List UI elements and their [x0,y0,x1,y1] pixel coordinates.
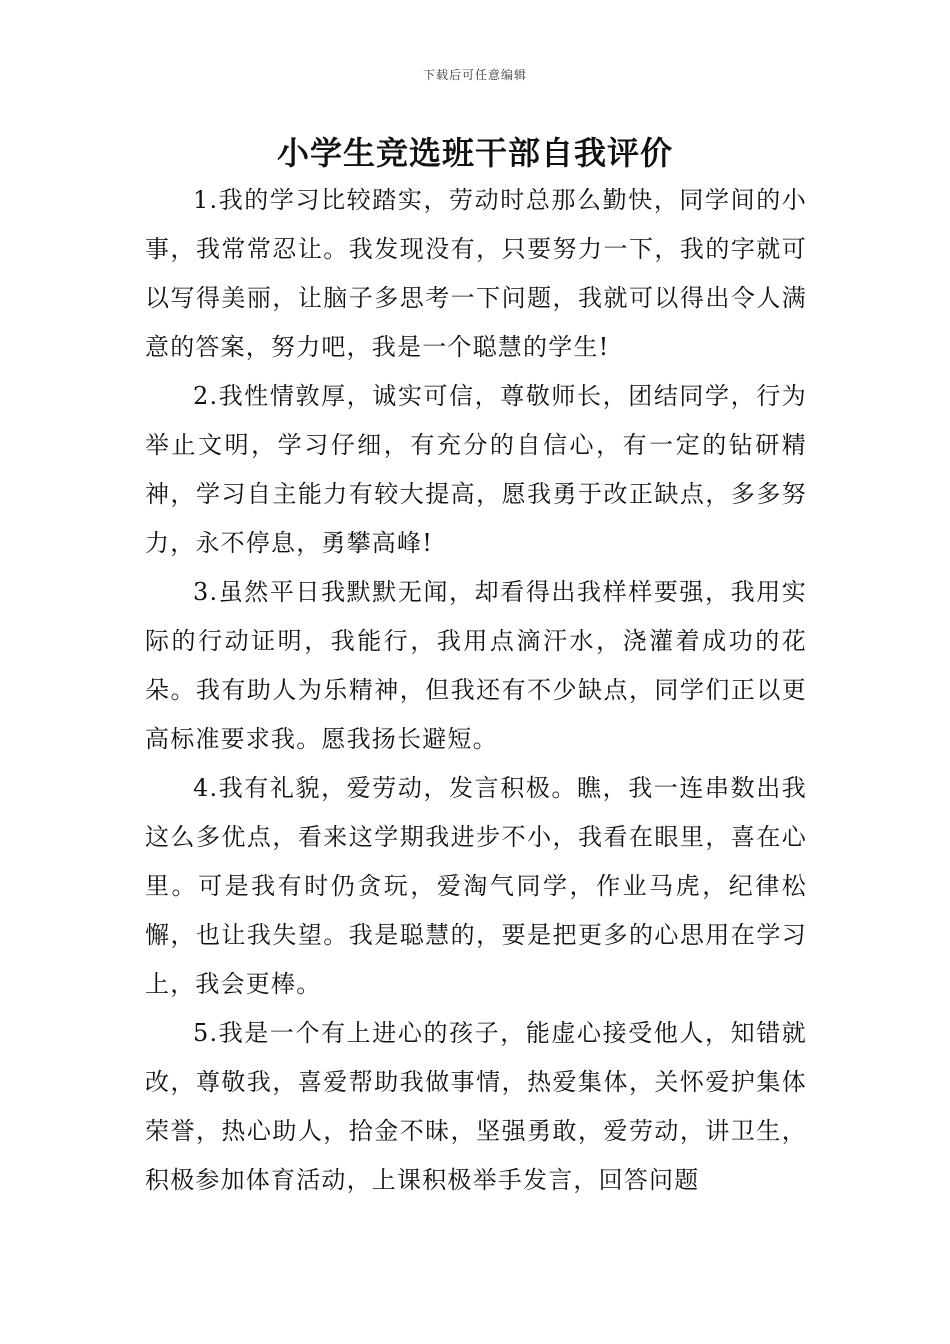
document-body [145,176,807,1205]
paragraph-3: 3.虽然平日我默默无闻，却看得出我样样要强，我用实际的行动证明，我能行，我用点滴汗水，浇灌着成功的花朵。我有助人为乐精神，但我还有不少缺点，同学们正以更高标准要求我。愿我扬长避短。 [145,578,807,753]
paragraph-2: 2.我性情敦厚，诚实可信，尊敬师长，团结同学，行为举止文明，学习仔细，有充分的自信心，有一定的钻研精神，学习自主能力有较大提高，愿我勇于改正缺点，多多努力，永不停息，勇攀高峰! [145,382,807,557]
paragraph-4: 4.我有礼貌，爱劳动，发言积极。瞧，我一连串数出我这么多优点，看来这学期我进步不小，我看在眼里，喜在心里。可是我有时仍贪玩，爱淘气同学，作业马虎，纪律松懈，也让我失望。我是聪慧的，要是把更多的心思用在学习上，我会更棒。 [145,774,807,998]
paragraph-1: 1.我的学习比较踏实，劳动时总那么勤快，同学间的小事，我常常忍让。我发现没有，只要努力一下，我的字就可以写得美丽，让脑子多思考一下问题，我就可以得出令人满意的答案，努力吧，我是一个聪慧的学生! [145,186,807,361]
document-title: 小学生竞选班干部自我评价 [276,134,673,172]
header-note: 下载后可任意编辑 [422,68,527,82]
paragraph-5: 5.我是一个有上进心的孩子，能虚心接受他人，知错就改，尊敬我，喜爱帮助我做事情，热爱集体，关怀爱护集体荣誉，热心助人，拾金不昧，坚强勇敢，爱劳动，讲卫生，积极参加体育活动，上课积极举手发言，回答问题 [145,1019,807,1194]
